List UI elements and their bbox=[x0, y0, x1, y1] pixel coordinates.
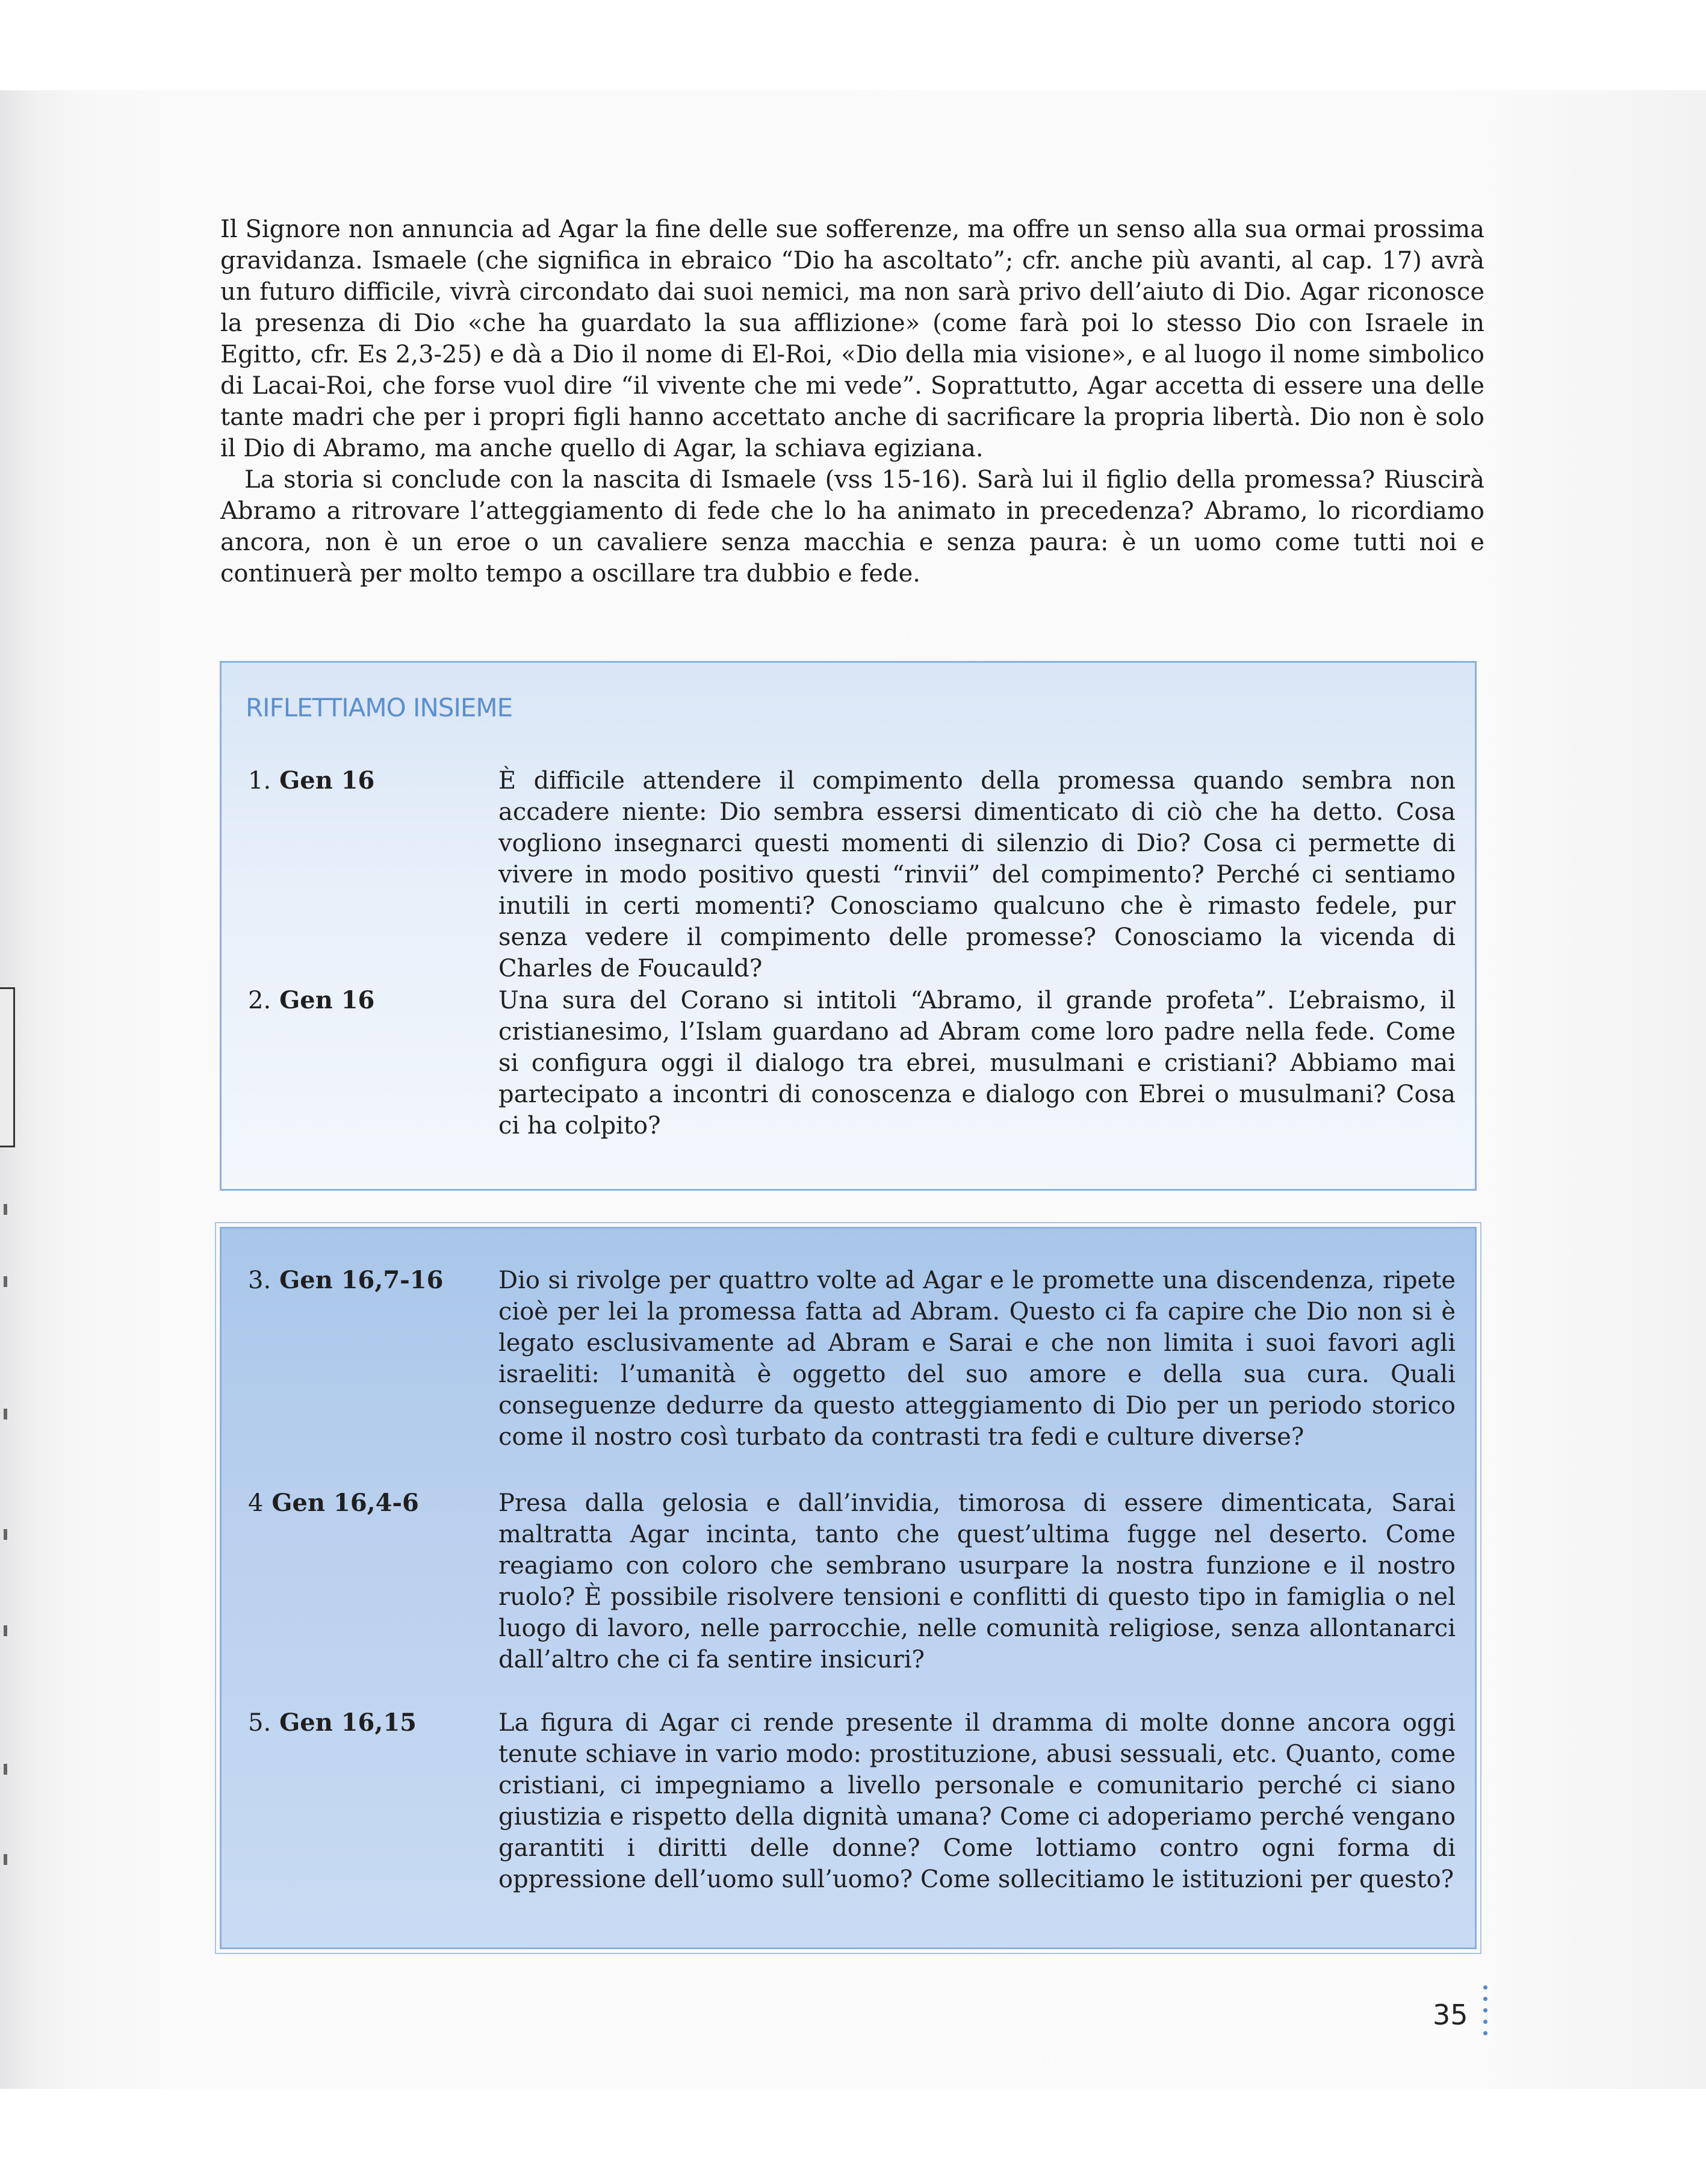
discussion-box bbox=[220, 1227, 1477, 1949]
question-ref bbox=[248, 765, 465, 796]
question-ref bbox=[248, 985, 465, 1016]
question-text: È difficile attendere il compimento della promessa quando sembra non accadere niente: Dio sembra essersi dimenticato di ciò che ha detto. Cosa vogliono insegnarci questi momenti di silenzio di Dio? Cosa ci permette di vivere in modo positivo questi “rinvii” del compimento? Perché ci sentiamo inutili in certi momenti? Conosciamo qualcuno che è rimasto fedele, pur senza vedere il compimento delle promesse? Conosciamo la vicenda di Charles de Foucauld? bbox=[498, 767, 1456, 982]
dot bbox=[1483, 2020, 1487, 2024]
intro-paragraph: La storia si conclude con la nascita di Ismaele (vss 15-16). Sarà lui il figlio della promessa? Riuscirà Abramo a ritrovare l’atteggiamento di fede che lo ha animato in precedenza? Abramo, lo ricordiamo ancora, non è un eroe o un cavaliere senza macchia e senza paura: è un uomo come tutti noi e continuerà per molto tempo a oscillare tra dubbio e fede. bbox=[220, 466, 1484, 588]
question-number: 2. bbox=[248, 987, 271, 1014]
decorative-dots bbox=[1483, 1985, 1489, 2043]
question-number: 3. bbox=[248, 1267, 271, 1294]
question-number: 4 bbox=[248, 1489, 264, 1517]
question-text: Una sura del Corano si intitoli “Abramo, il grande profeta”. L’ebraismo, il cristianesimo, l’Islam guardano ad Abram come loro padre nella fede. Come si configura oggi il dialogo tra ebrei, musulmani e cristiani? Abbiamo mai partecipato a incontri di conoscenza e dialogo con Ebrei o musulmani? Cosa ci ha colpito? bbox=[498, 987, 1456, 1140]
question-text: Dio si rivolge per quattro volte ad Agar e le promette una discendenza, ripete cioè per lei la promessa fatta ad Abram. Questo ci fa capire che Dio non si è legato esclusivamente ad Abram e Sarai e che non limita i suoi favori agli israeliti: l’umanità è oggetto del suo amore e della sua cura. Quali conseguenze dedurre da questo atteggiamento di Dio per un periodo storico come il nostro così turbato da contrasti tra fedi e culture diverse? bbox=[498, 1267, 1456, 1451]
dot bbox=[1483, 2031, 1487, 2035]
question-bible-ref: Gen 16,7-16 bbox=[279, 1266, 444, 1294]
question-ref bbox=[248, 1488, 465, 1519]
box-title: RIFLETTIAMO INSIEME bbox=[246, 693, 513, 722]
reflection-box bbox=[220, 661, 1477, 1191]
question-ref bbox=[248, 1265, 465, 1296]
scan-mark bbox=[4, 1276, 7, 1287]
question-text: Presa dalla gelosia e dall’invidia, timorosa di essere dimenticata, Sarai maltratta Agar incinta, tanto che quest’ultima fugge nel deserto. Come reagiamo con coloro che sembrano usurpare la nostra funzione e il nostro ruolo? È possibile risolvere tensioni e conflitti di questo tipo in famiglia o nel luogo di lavoro, nelle parrocchie, nelle comunità religiose, senza allontanarci dall’altro che ci fa sentire insicuri? bbox=[498, 1489, 1456, 1674]
intro-paragraph: Il Signore non annuncia ad Agar la fine delle sue sofferenze, ma offre un senso alla sua ormai prossima gravidanza. Ismaele (che significa in ebraico “Dio ha ascoltato”; cfr. anche più avanti, al cap. 17) avrà un futuro difficile, vivrà circondato dai suoi nemici, ma non sarà privo dell’aiuto di Dio. Agar riconosce la presenza di Dio «che ha guardato la sua afflizione» (come farà poi lo stesso Dio con Israele in Egitto, cfr. Es 2,3-25) e dà a Dio il nome di El-Roi, «Dio della mia visione», e al luogo il nome simbolico di Lacai-Roi, che forse vuol dire “il vivente che mi vede”. Soprattutto, Agar accetta di essere una delle tante madri che per i propri figli hanno accettato anche di sacrificare la propria libertà. Dio non è solo il Dio di Abramo, ma anche quello di Agar, la schiava egiziana. bbox=[220, 216, 1484, 462]
question-bible-ref: Gen 16 bbox=[279, 986, 375, 1014]
question-ref bbox=[248, 1707, 465, 1739]
question-number: 1. bbox=[248, 767, 271, 795]
dot bbox=[1483, 1985, 1487, 1990]
question-bible-ref: Gen 16 bbox=[279, 766, 375, 795]
scan-mark bbox=[4, 1409, 7, 1419]
page-number: 35 bbox=[1433, 1999, 1468, 2031]
dot bbox=[1483, 1997, 1487, 2001]
scan-mark bbox=[4, 1764, 7, 1775]
dot bbox=[1483, 2008, 1487, 2012]
scan-edge-artifact bbox=[0, 987, 15, 1147]
question-number: 5. bbox=[248, 1709, 271, 1737]
scan-mark bbox=[4, 1854, 7, 1865]
question-text: La figura di Agar ci rende presente il dramma di molte donne ancora oggi tenute schiave in vario modo: prostituzione, abusi sessuali, etc. Quanto, come cristiani, ci impegniamo a livello personale e comunitario perché ci siano giustizia e rispetto della dignità umana? Come ci adoperiamo perché vengano garantiti i diritti delle donne? Come lottiamo contro ogni forma di oppressione dell’uomo sull’uomo? Come sollecitiamo le istituzioni per questo? bbox=[498, 1709, 1456, 1893]
intro-text bbox=[220, 214, 1484, 589]
question-bible-ref: Gen 16,4-6 bbox=[271, 1489, 419, 1517]
question-bible-ref: Gen 16,15 bbox=[279, 1708, 417, 1737]
scan-mark bbox=[4, 1625, 7, 1636]
scan-mark bbox=[4, 1204, 7, 1215]
scan-mark bbox=[4, 1529, 7, 1540]
